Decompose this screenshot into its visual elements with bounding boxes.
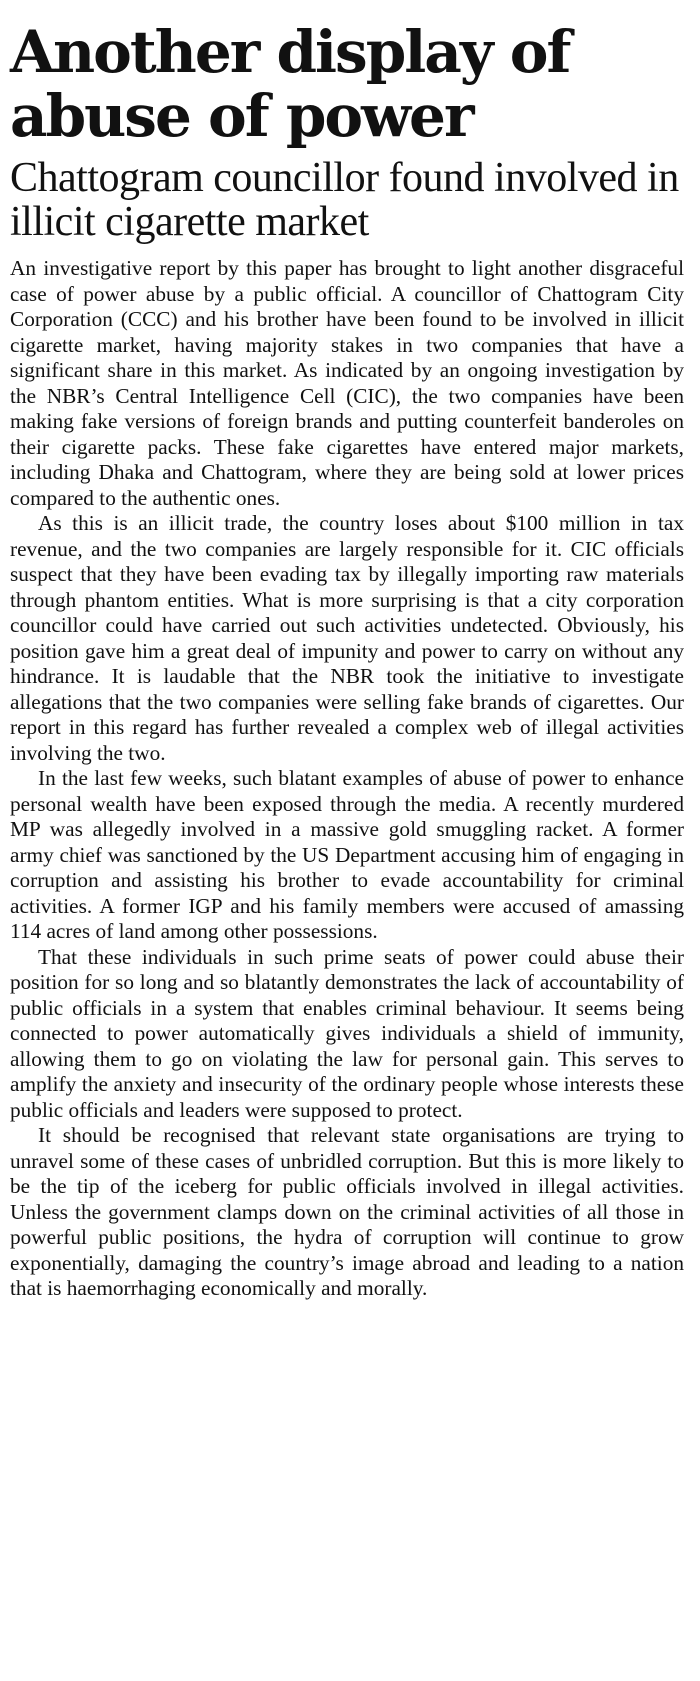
- headline: Another display of abuse of power: [10, 18, 570, 150]
- paragraph-4: That these individuals in such prime seats of power could abuse their position for so long and so blatantly demonstrates the lack of accountability of public officials in a system that enables criminal behaviour. It seems being connected to power automatically gives individuals a shield of immunity, allowing them to go on violating the law for personal gain. This serves to amplify the anxiety and insecurity of the ordinary people whose interests these public officials and leaders were supposed to protect.: [10, 944, 684, 1122]
- paragraph-1: An investigative report by this paper has brought to light another disgraceful case of power abuse by a public official. A councillor of Chattogram City Corporation (CCC) and his brother have been found to be involved in illicit cigarette market, having majority stakes in two companies that have a significant share in this market. As indicated by an ongoing investigation by the NBR’s Central Intelligence Cell (CIC), the two companies have been making fake versions of foreign brands and putting counterfeit banderoles on their cigarette packs. These fake cigarettes have entered major markets, including Dhaka and Chattogram, where they are being sold at lower prices compared to the authentic ones.: [10, 256, 684, 510]
- paragraph-5: It should be recognised that relevant state organisations are trying to unravel some of these cases of unbridled corruption. But this is more likely to be the tip of the iceberg for public officials involved in illegal activities. Unless the government clamps down on the criminal activities of all those in powerful public positions, the hydra of corruption will continue to grow exponentially, damaging the country’s image abroad and leading to a nation that is haemorrhaging economically and morally.: [10, 1123, 684, 1300]
- subheadline: Chattogram councillor found involved in illicit cigarette market: [10, 155, 679, 245]
- paragraph-3: In the last few weeks, such blatant examples of abuse of power to enhance personal wealth have been exposed through the media. A recently murdered MP was allegedly involved in a massive gold smuggling racket. A former army chief was sanctioned by the US Department accusing him of engaging in corruption and assisting his brother to evade accountability for criminal activities. A former IGP and his family members were accused of amassing 114 acres of land among other possessions.: [10, 766, 684, 943]
- editorial-article: [10, 0, 684, 1302]
- article-body: [10, 256, 684, 1302]
- paragraph-2: As this is an illicit trade, the country loses about $100 million in tax revenue, and the two companies are largely responsible for it. CIC officials suspect that they have been evading tax by illegally importing raw materials through phantom entities. What is more surprising is that a city corporation councillor could have carried out such activities undetected. Obviously, his position gave him a great deal of impunity and power to carry on without any hindrance. It is laudable that the NBR took the initiative to investigate allegations that the two companies were selling fake brands of cigarettes. Our report in this regard has further revealed a complex web of illegal activities involving the two.: [10, 511, 684, 765]
